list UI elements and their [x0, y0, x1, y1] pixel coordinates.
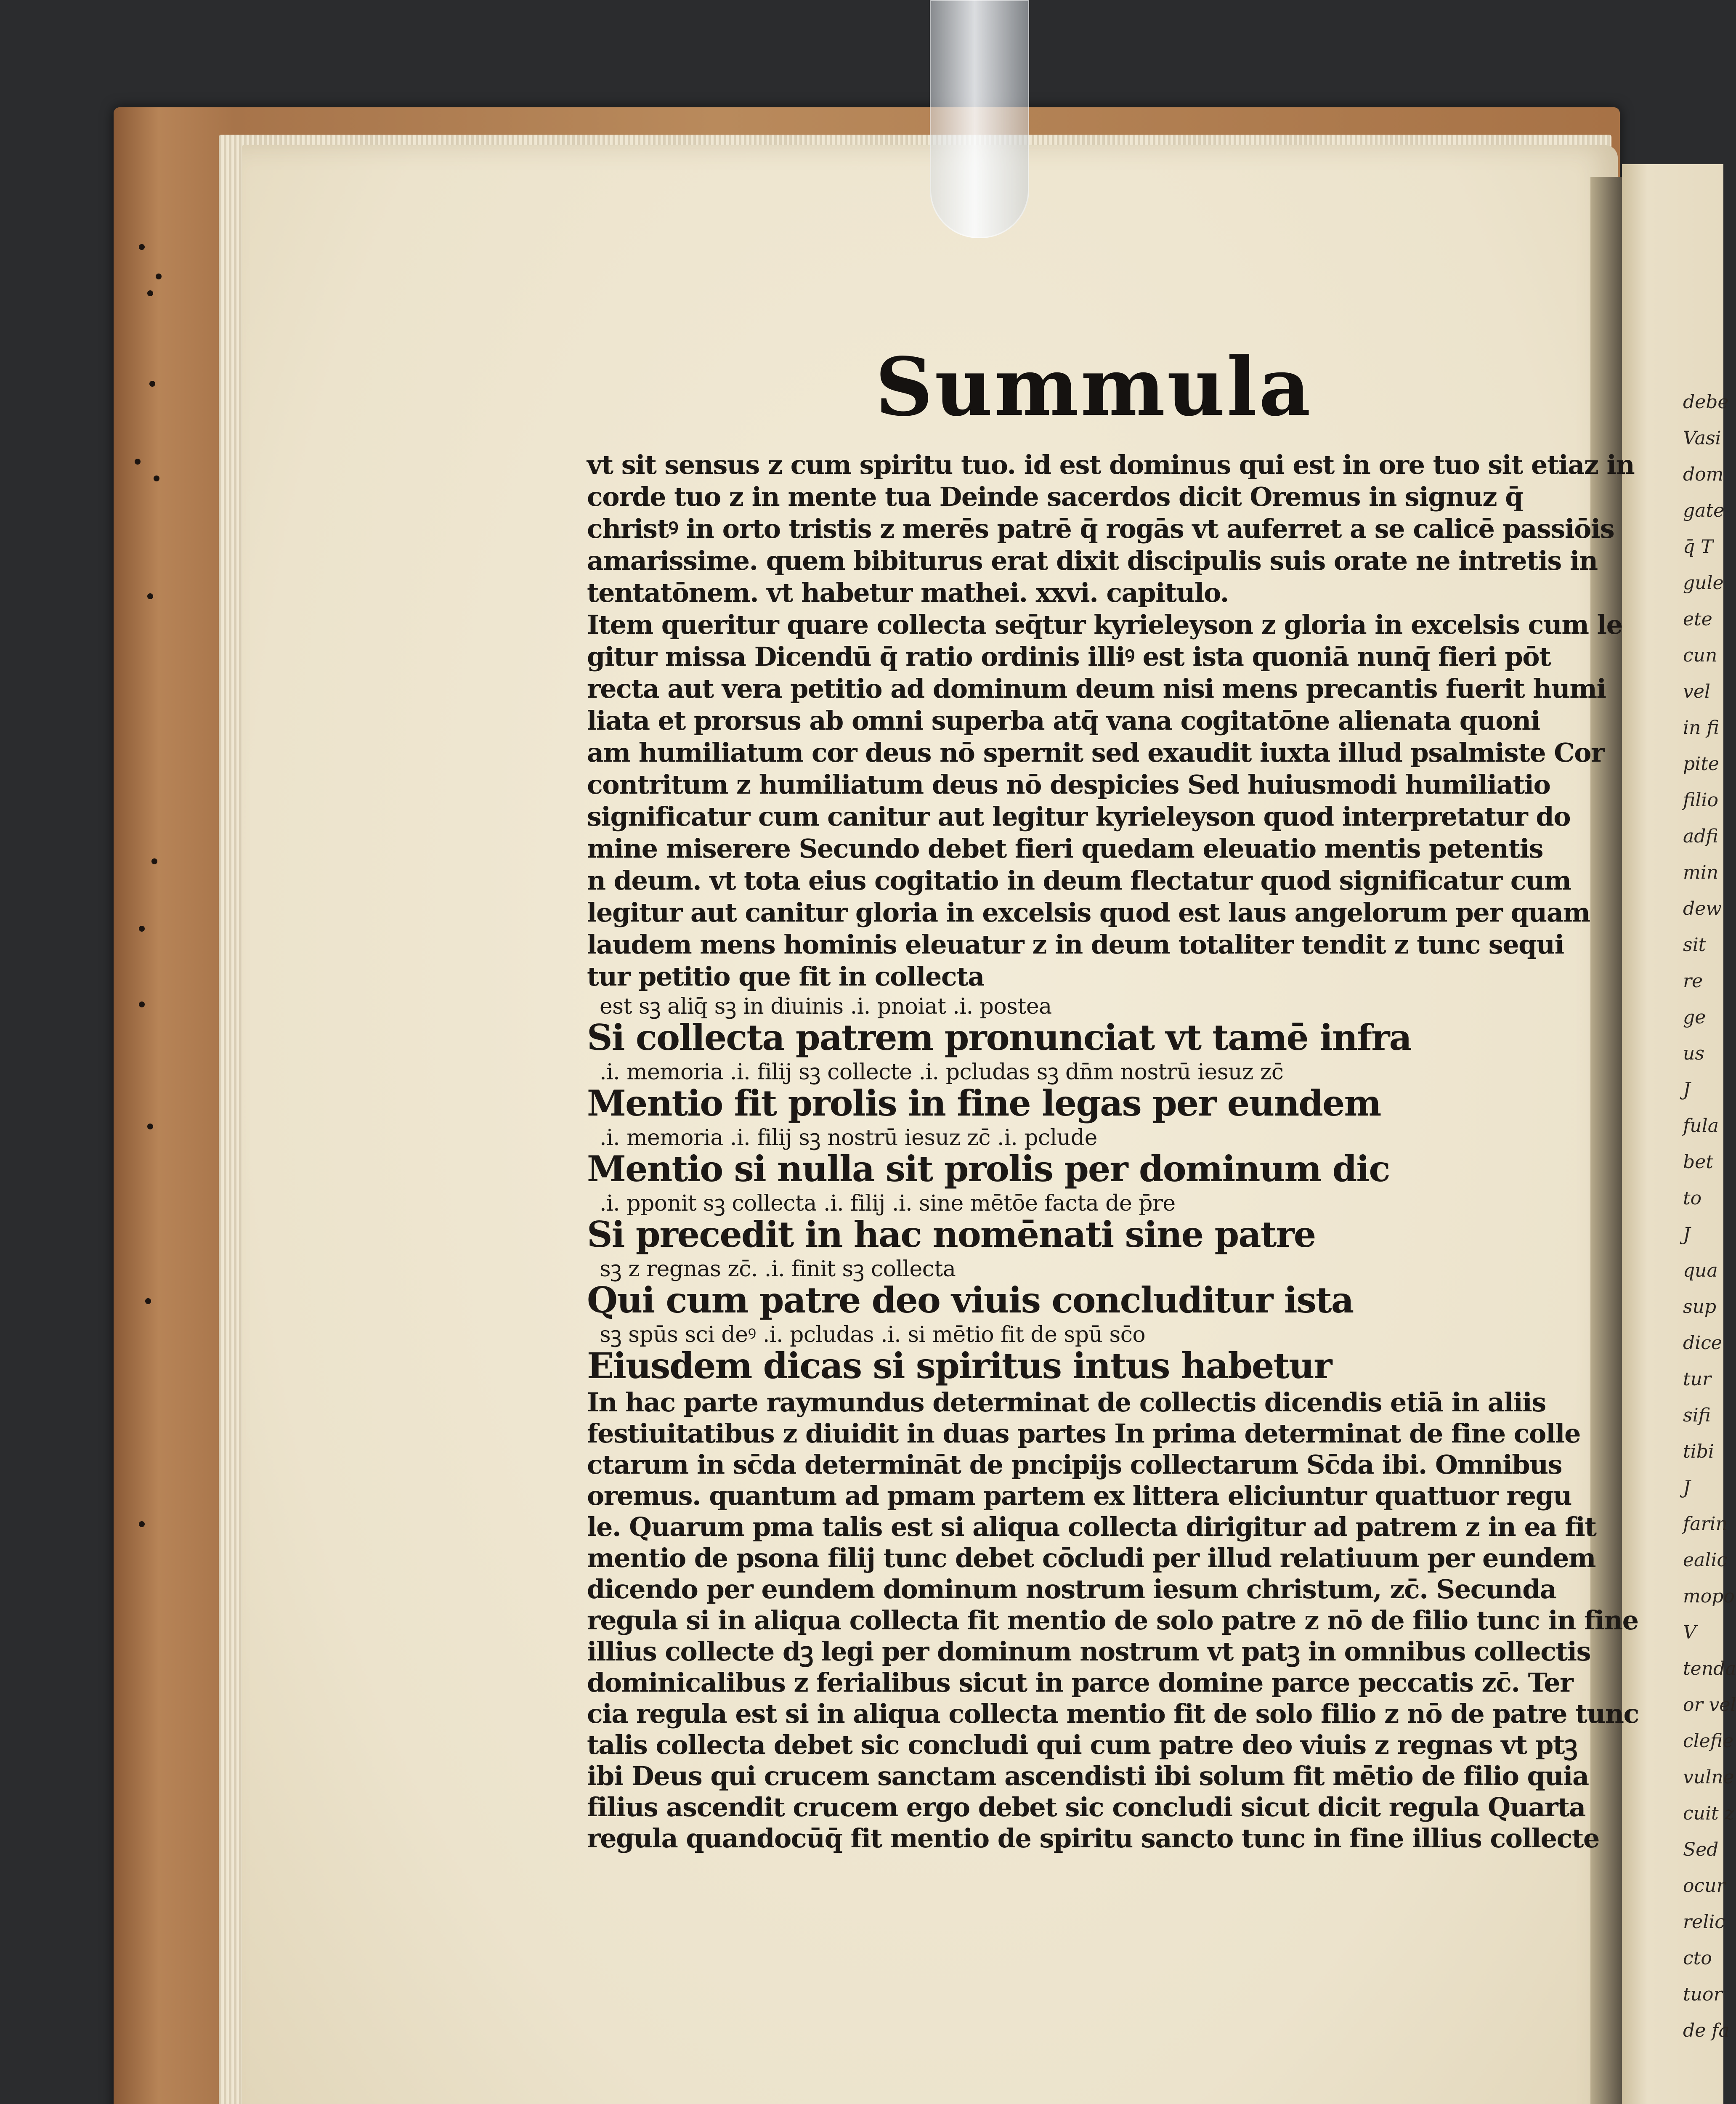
- commentary-text-line: ctarum in sc̄da determināt de pncipijs collectarum Sc̄da ibi. Omnibus: [587, 1449, 1562, 1480]
- verse-line: Si collecta patrem pronunciat vt tamē infra: [587, 1017, 1411, 1058]
- body-text-line: gitur missa Dicendū q̄ ratio ordinis illiꝰ est ista quoniā nunq̄ fieri pōt: [587, 641, 1551, 672]
- commentary-text-line: dominicalibus z ferialibus sicut in parce domine parce peccatis zc̄. Ter: [587, 1667, 1573, 1698]
- facing-page-fragment: farin: [1683, 1513, 1728, 1535]
- commentary-text-line: talis collecta debet sic concludi qui cum patre deo viuis z regnas vt ptꝫ: [587, 1729, 1577, 1760]
- wormhole: [147, 1124, 153, 1129]
- facing-page-fragment: ocur: [1683, 1875, 1725, 1897]
- facing-page-fragment: J: [1683, 1224, 1691, 1245]
- facing-page-fragment: Vasi: [1683, 428, 1721, 449]
- facing-page-fragment: gate: [1683, 500, 1725, 521]
- facing-page-fragment: pite: [1683, 753, 1719, 775]
- body-text-line: am humiliatum cor deus nō spernit sed exaudit iuxta illud psalmiste Cor: [587, 737, 1604, 768]
- body-text-line: Item queritur quare collecta seq̄tur kyrieleyson z gloria in excelsis cum le: [587, 609, 1622, 640]
- facing-page-fragment: vel: [1683, 681, 1710, 702]
- wormhole: [154, 476, 159, 481]
- facing-page-fragment: cuit z: [1683, 1803, 1734, 1824]
- facing-page-fragment: qua: [1683, 1260, 1718, 1281]
- facing-page-fragment: mopo: [1683, 1586, 1735, 1607]
- facing-page-fragment: clefie: [1683, 1730, 1734, 1752]
- wormhole: [151, 858, 157, 864]
- running-head: Summula: [875, 340, 1312, 434]
- wormhole: [135, 459, 141, 465]
- facing-page-fragment: de fa: [1683, 2020, 1730, 2041]
- interlinear-gloss: est sꝫ aliq̄ sꝫ in diuinis .i. pnoiat .i. postea: [600, 994, 1052, 1019]
- facing-page-fragment: J: [1683, 1079, 1691, 1100]
- wormhole: [145, 1298, 151, 1304]
- commentary-text-line: mentio de psona filij tunc debet cōcludi per illud relatiuum per eundem: [587, 1543, 1595, 1573]
- top-page-clip: [930, 0, 1029, 238]
- commentary-text-line: dicendo per eundem dominum nostrum iesum christum, zc̄. Secunda: [587, 1574, 1556, 1605]
- facing-page-fragment: cun: [1683, 645, 1717, 666]
- facing-page-fragment: relic: [1683, 1911, 1725, 1933]
- body-text-line: mine miserere Secundo debet fieri quedam eleuatio mentis petentis: [587, 833, 1543, 864]
- body-text-line: amarissime. quem bibiturus erat dixit discipulis suis orate ne intretis in: [587, 545, 1598, 576]
- body-text-line: tur petitio que fit in collecta: [587, 961, 984, 992]
- interlinear-gloss: .i. memoria .i. filij sꝫ collecte .i. pcludas sꝫ dn̄m nostrū iesuz zc̄: [600, 1060, 1284, 1085]
- facing-page-fragment: filio: [1683, 789, 1718, 811]
- facing-page-fragment: adfi: [1683, 826, 1718, 847]
- verse-line: Si precedit in hac nomēnati sine patre: [587, 1214, 1316, 1255]
- facing-page-fragment: to: [1683, 1187, 1702, 1209]
- facing-page-fragment: tur: [1683, 1368, 1712, 1390]
- facing-page-fragment: ete: [1683, 608, 1712, 630]
- facing-page-fragment: sup: [1683, 1296, 1717, 1318]
- facing-page-fragment: min: [1683, 862, 1719, 883]
- wormhole: [139, 926, 145, 932]
- interlinear-gloss: sꝫ z regnas zc̄. .i. finit sꝫ collecta: [600, 1257, 956, 1282]
- commentary-text-line: cia regula est si in aliqua collecta mentio fit de solo filio z nō de patre tunc: [587, 1698, 1639, 1729]
- commentary-text-line: ibi Deus qui crucem sanctam ascendisti ibi solum fit mētio de filio quia: [587, 1761, 1589, 1791]
- facing-page-fragment: ge: [1683, 1007, 1706, 1028]
- interlinear-gloss: .i. pponit sꝫ collecta .i. filij .i. sine mētōe facta de p̄re: [600, 1191, 1176, 1216]
- verse-line: Mentio fit prolis in fine legas per eundem: [587, 1082, 1381, 1124]
- verse-line: Mentio si nulla sit prolis per dominum dic: [587, 1148, 1390, 1190]
- facing-page-fragment: sit: [1683, 934, 1706, 956]
- facing-page-fragment: sifi: [1683, 1405, 1711, 1426]
- facing-page-fragment: dice: [1683, 1332, 1722, 1354]
- facing-page-fragment: in fi: [1683, 717, 1719, 739]
- commentary-text-line: oremus. quantum ad pmam partem ex littera eliciuntur quattuor regu: [587, 1480, 1572, 1511]
- facing-page-fragment: tenda: [1683, 1658, 1736, 1679]
- commentary-text-line: illius collecte dꝫ legi per dominum nostrum vt patꝫ in omnibus collectis: [587, 1636, 1591, 1667]
- body-text-line: n deum. vt tota eius cogitatio in deum flectatur quod significatur cum: [587, 865, 1571, 896]
- wormhole: [139, 244, 145, 250]
- body-text-line: legitur aut canitur gloria in excelsis quod est laus angelorum per quam: [587, 897, 1590, 928]
- interlinear-gloss: .i. memoria .i. filij sꝫ nostrū iesuz zc̄ .i. pclude: [600, 1125, 1097, 1150]
- wormhole: [147, 593, 153, 599]
- facing-page-fragment: us: [1683, 1043, 1704, 1064]
- commentary-text-line: festiuitatibus z diuidit in duas partes In prima determinat de fine colle: [587, 1418, 1580, 1449]
- facing-page-fragment: bet: [1683, 1151, 1713, 1173]
- wormhole: [156, 274, 162, 279]
- wormhole: [147, 290, 153, 296]
- body-text-line: liata et prorsus ab omni superba atq̄ vana cogitatōne alienata quoni: [587, 705, 1540, 736]
- facing-page-fragment: gule: [1683, 572, 1724, 594]
- wormhole: [139, 1521, 145, 1527]
- wormhole: [139, 1002, 145, 1007]
- body-text-line: recta aut vera petitio ad dominum deum nisi mens precantis fuerit humi: [587, 673, 1606, 704]
- facing-page-fragment: dom: [1683, 464, 1724, 485]
- interlinear-gloss: sꝫ spūs sci deꝰ .i. pcludas .i. si mētio fit de spū sc̄o: [600, 1322, 1146, 1347]
- verse-line: Eiusdem dicas si spiritus intus habetur: [587, 1345, 1332, 1387]
- facing-page-fragment: Sed: [1683, 1839, 1719, 1860]
- facing-page-fragment: ealic: [1683, 1549, 1728, 1571]
- body-text-line: corde tuo z in mente tua Deinde sacerdos dicit Oremus in signuz q̄: [587, 481, 1523, 512]
- body-text-line: christꝰ in orto tristis z merēs patrē q̄ rogās vt auferret a se calicē passiōis: [587, 513, 1614, 544]
- facing-page-fragment: tibi: [1683, 1441, 1714, 1462]
- commentary-text-line: le. Quarum pma talis est si aliqua collecta dirigitur ad patrem z in ea fit: [587, 1512, 1596, 1542]
- facing-page-fragment: J: [1683, 1477, 1691, 1498]
- commentary-text-line: regula quandocūq̄ fit mentio de spiritu sancto tunc in fine illius collecte: [587, 1823, 1599, 1854]
- facing-page-fragment: vulne: [1683, 1767, 1734, 1788]
- commentary-text-line: In hac parte raymundus determinat de collectis dicendis etiā in aliis: [587, 1387, 1546, 1418]
- commentary-text-line: regula si in aliqua collecta fit mentio de solo patre z nō de filio tunc in fine: [587, 1605, 1638, 1636]
- facing-page-fragment: V: [1683, 1622, 1696, 1643]
- facing-page-fragment: dew: [1683, 898, 1722, 919]
- body-text-line: contritum z humiliatum deus nō despicies Sed huiusmodi humiliatio: [587, 769, 1550, 800]
- facing-page-fragment: debe: [1683, 391, 1729, 413]
- facing-page-fragment: q̄ T: [1683, 536, 1713, 558]
- verse-line: Qui cum patre deo viuis concluditur ista: [587, 1279, 1354, 1321]
- facing-page-fragment: re: [1683, 970, 1703, 992]
- body-text-line: vt sit sensus z cum spiritu tuo. id est dominus qui est in ore tuo sit etiaz in: [587, 449, 1635, 480]
- facing-page-fragment: or vel: [1683, 1694, 1736, 1716]
- facing-page-fragment: cto: [1683, 1947, 1712, 1969]
- facing-page-fragment: tuor: [1683, 1984, 1723, 2005]
- body-text-line: laudem mens hominis eleuatur z in deum totaliter tendit z tunc sequi: [587, 929, 1564, 960]
- body-text-line: tentatōnem. vt habetur mathei. xxvi. capitulo.: [587, 577, 1229, 608]
- facing-page-fragment: fula: [1683, 1115, 1719, 1137]
- wormhole: [149, 381, 155, 387]
- body-text-line: significatur cum canitur aut legitur kyrieleyson quod interpretatur do: [587, 801, 1571, 832]
- commentary-text-line: filius ascendit crucem ergo debet sic concludi sicut dicit regula Quarta: [587, 1792, 1585, 1822]
